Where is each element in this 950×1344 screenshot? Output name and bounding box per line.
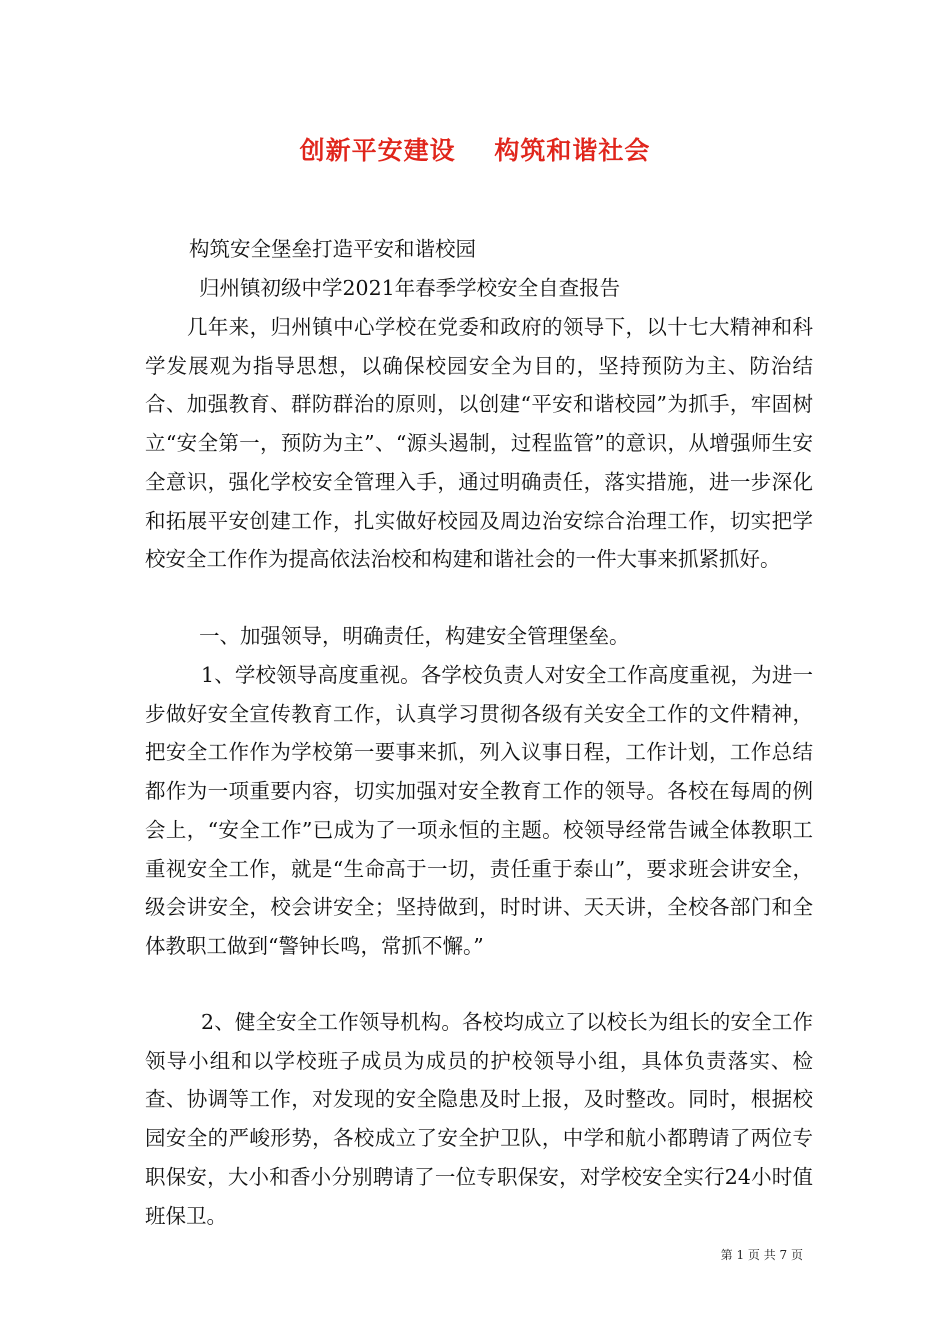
subtitle-1: 构筑安全堡垒打造平安和谐校园 (189, 237, 476, 261)
page-number: 第 1 页 共 7 页 (720, 1248, 803, 1262)
paragraph-intro: 几年来，归州镇中心学校在党委和政府的领导下，以十七大精神和科学发展观为指导思想，以确保校园安全为目的，坚持预防为主、防治结合、加强教育、群防群治的原则，以创建“平安和谐校园”为抓手，牢固树立“安全第一，预防为主”、“源头遏制，过程监管”的意识，从增强师生安全意识，强化学校安全管理入手，通过明确责任，落实措施，进一步深化和拓展平安创建工作，扎实做好校园及周边治安综合治理工作，切实把学校安全工作作为提高依法治校和构建和谐社会的一件大事来抓紧抓好。 (145, 315, 813, 572)
document-title: 创新平安建设 构筑和谐社会 (299, 136, 651, 165)
subtitle-2: 归州镇初级中学2021年春季学校安全自查报告 (199, 276, 621, 300)
paragraph-item-1: 1、学校领导高度重视。各学校负责人对安全工作高度重视，为进一步做好安全宣传教育工作，认真学习贯彻各级有关安全工作的文件精神，把安全工作作为学校第一要事来抓，列入议事日程，工作计划，工作总结都作为一项重要内容，切实加强对安全教育工作的领导。各校在每周的例会上，“安全工作”已成为了一项永恒的主题。校领导经常告诫全体教职工重视安全工作，就是“生命高于一切，责任重于泰山”，要求班会讲安全，级会讲安全，校会讲安全；坚持做到，时时讲、天天讲，全校各部门和全体教职工做到“警钟长鸣，常抓不懈。” (145, 663, 813, 958)
paragraph-item-2: 2、健全安全工作领导机构。各校均成立了以校长为组长的安全工作领导小组和以学校班子成员为成员的护校领导小组，具体负责落实、检查、协调等工作，对发现的安全隐患及时上报，及时整改。同时，根据校园安全的严峻形势，各校成立了安全护卫队，中学和航小都聘请了两位专职保安，大小和香小分别聘请了一位专职保安，对学校安全实行24小时值班保卫。 (145, 1010, 813, 1228)
section-1-heading: 一、加强领导，明确责任，构建安全管理堡垒。 (199, 624, 630, 648)
